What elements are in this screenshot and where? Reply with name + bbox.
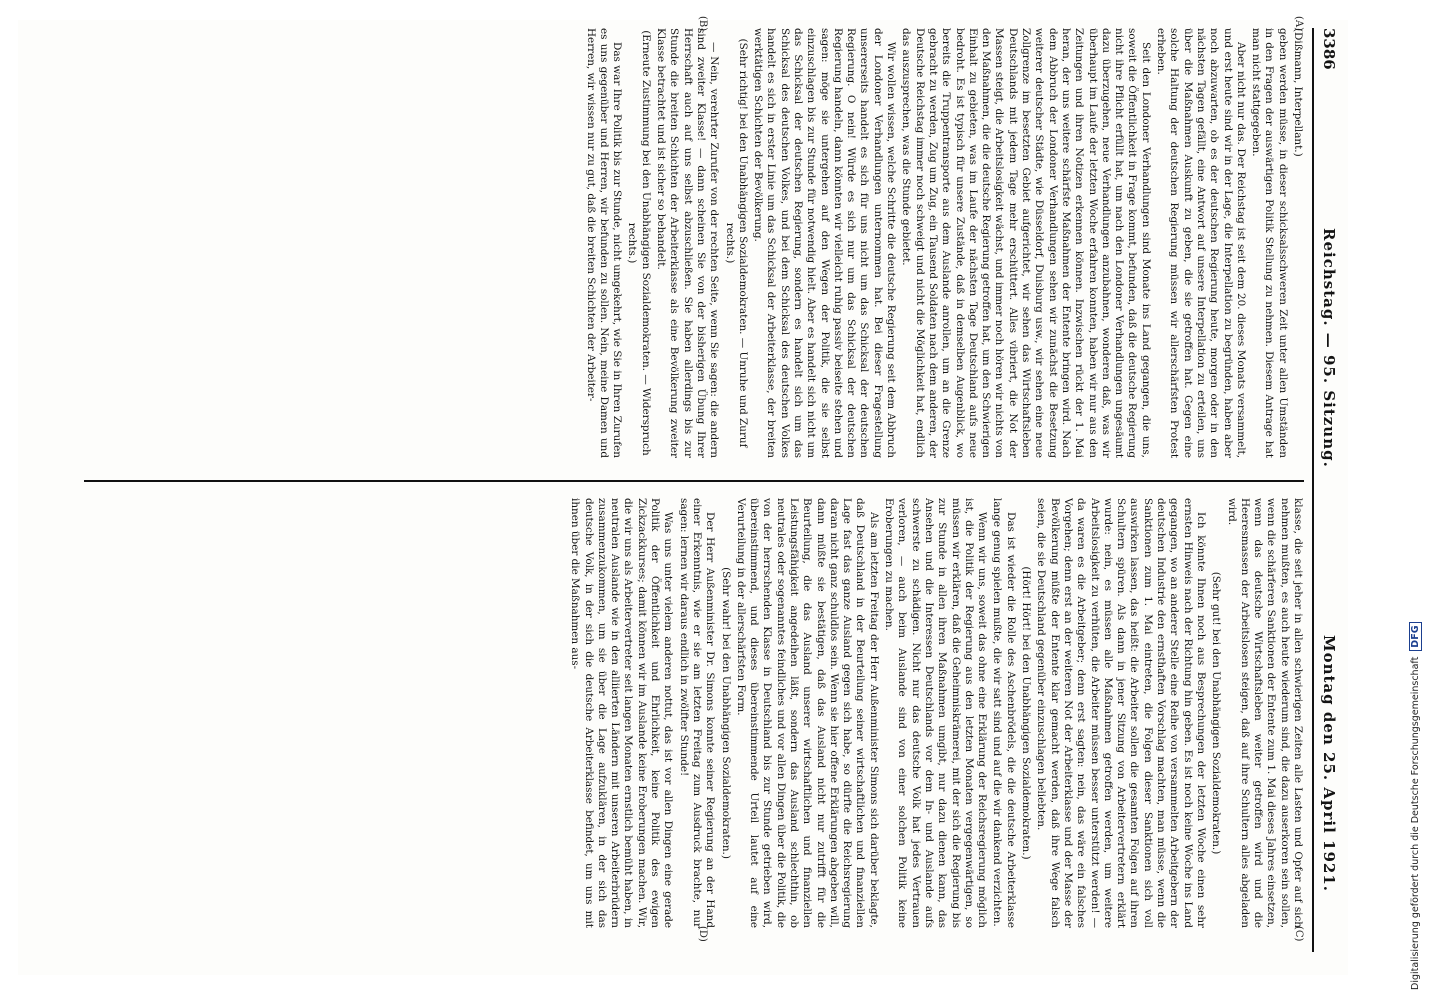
column-divider (84, 480, 1304, 482)
paragraph: Aber nicht nur das. Der Reichstag ist seit dem 20. dieses Monats versammelt, und erst heute sind wir in der Lage, die Interpellation zu begründen, haben aber noch abzuwarten, ob es der deutschen Regierung heute, morgen oder in den nächsten Tagen gefällt, eine Antwort auf unsere Interpellation zu erteilen, uns über die Maßnahmen Auskunft zu geben, die sie getroffen hat. Gegen eine solche Haltung der deutschen Regierung müssen wir allerschärfsten Protest erheben. (1155, 28, 1247, 458)
paragraph: Ich könnte Ihnen noch aus Besprechungen der letzten Woche einen sehr ernsten Hinweis nach der Richtung hin geben. Es ist noch keine Woche ins Land gegangen, wo an anderer Stelle eine Reihe von versammelten Arbeitgebern der deutschen Industrie den ernsthaften Vorschlag machten, man müsse, wenn die Sanktionen zum 1. Mai eintreten, die Folgen dieser Sanktionen sich voll auswirken lassen, das heißt: die Arbeiter sollen die gesamten Folgen auf ihren Schultern spüren. Als dann in jener Sitzung von Arbeitervertretern erklärt wurde: nein, es müssen alle Maßnahmen getroffen werden, um weitere Arbeitslosigkeit zu verhüten, die Arbeiter müssen besser unterstützt werden! — da waren es die Arbeitgeber; denn erst sagten: nein, das wäre ein falsches Vorgehen; denn erst an der weiteren Not der Arbeiterklasse und der Masse der Bevölkerung müßte der Entente klar gemacht werden, daß ihre Wege falsch seien, die sie Deutschland gegenüber einzuschlagen beliebten. (1035, 498, 1207, 928)
paragraph: Was uns unter vielem anderen nottut, das ist vor allen Dingen eine gerade Politik der Öffentlichkeit und Ehrlichkeit, keine Politik des ewigen Zickzackkurses; damit können wir im Auslande keine Eroberungen machen. Wir, die wir uns als Arbeitervertreter seit langen Monaten ernstlich bemüht haben, in neutralen Auslande wie in den alliierten Ländern mit unseren Arbeiterbrüdern zusammenzukommen, um sie über die Lage aufzuklären, in der sich das deutsche Volk, in der sich die deutsche Arbeiterklasse befindet, um uns mit ihnen über die Maßnahmen aus- (569, 498, 675, 928)
paragraph: Das ist wieder die Rolle des Aschenbrödels, die die deutsche Arbeiterklasse lange genug spielen mußte, die wir satt sind und auf die wir dankend verzichten. (991, 498, 1017, 928)
paragraph: Als am letzten Freitag der Herr Außenminister Simons sich darüber beklagte, daß Deutschland in der Beurteilung seiner wirtschaftlichen und finanziellen Lage fast das ganze Ausland gegen sich habe, so dürfte die Reichsregierung daran nicht ganz schuldlos sein. Wenn sie hier offene Erklärungen abgeben will, dann müßte sie bestätigen, daß das Ausland nicht nur zutrifft für die Beurteilung, die das Ausland unserer wirtschaftlichen und finanziellen Leistungsfähigkeit angedeihen läßt, sondern das Ausland schlechthin, ob neutrales oder sogenanntes feindliches und vor allen Dingen über die Politik, die von der herrschenden Klasse in Deutschland bis zur Stunde getrieben wird, übereinstimmend, und dieses übereinstimmende Urteil lautet auf eine Verurteilung in der allerschärfsten Form. (734, 498, 880, 928)
credit-text: Digitalisierung gefördert durch die Deutsche Forschungsgemeinschaft (1410, 656, 1421, 990)
header-rule (1312, 28, 1314, 952)
paragraph: Wir wollen wissen, welche Schritte die deutsche Regierung seit dem Abbruch der Londoner Verhandlungen unternommen hat. Bei dieser Fragestellung unsererseits handelt es sich für uns nicht um das Schicksal der deutschen Regierung. O nein! Würde es sich nur um das Schicksal der deutschen Regierung handeln, dann könnten wir vielleicht ruhig passiv beiseite stehen und sagen: möge sie untergehen auf den Wegen der Politik, die sie selbst einzuschlagen bis zur Stunde für notwendig hielt. Aber es handelt sich nicht um das Schicksal der deutschen Regierung, sondern es handelt sich um das Schicksal des deutschen Volkes, und bei dem Schicksal des deutschen Volkes handelt es sich in erster Linie um das Schicksal der Arbeiterklasse, der breiten werktätigen Schichten der Bevölkerung. (752, 28, 898, 458)
margin-marker-b: (B) (697, 16, 708, 32)
paragraph: Der Herr Außenminister Dr. Simons konnte seiner Regierung an der Hand einer Erkenntnis, wie er sie am letzten Freitag zum Ausdruck brachte, nur sagen: lernen wir daraus endlich in zwölfter Stunde! (677, 498, 717, 928)
margin-marker-a: (A) (1293, 16, 1304, 32)
page-title: Reichstag. — 95. Sitzung. (1320, 228, 1338, 468)
left-column (84, 28, 1304, 458)
margin-marker-c: (C) (1293, 926, 1304, 942)
scanned-page (18, 16, 1348, 975)
paragraph: Das war Ihre Politik bis zur Stunde, nicht umgekehrt, wie Sie in Ihren Zurufen es uns gegenüber und Herren, wir befunden zu sollen. Nein, meine Damen und Herren, wir wissen nur zu gut, daß die breiten Schichten der Arbeiter- (584, 28, 624, 458)
paragraph: Wenn wir uns, soweit das ohne eine Erklärung der Reichsregierung möglich ist, die Politik der Regierung aus den letzten Monaten vergegenwärtigen, so müssen wir erklären, daß die Geheimniskrämerei, mit der sich die Regierung bis zur Stunde in allen ihren Maßnahmen umgibt, nur dazu dienen kann, das Ansehen und die Interessen Deutschlands vor dem In- und Auslande aufs schwerste zu schädigen. Nicht nur das deutsche Volk hat jedes Vertrauen verloren, — auch beim Auslande sind von einer solchen Politik keine Eroberungen zu machen. (883, 498, 989, 928)
digitization-credit (1408, 10, 1426, 990)
speaker-label: (Dißmann, Interpellant.) (1292, 28, 1304, 157)
paragraph: Seit den Londoner Verhandlungen sind Monate ins Land gegangen, die uns, soweit die Öffentlichkeit in Frage kommt, befunden, daß die deutsche Regierung nicht ihre Pflicht erfüllt hat, um nach den Londoner Verhandlungen ungesäumt dazu überzugehen, neue Verhandlungen anzubahnen, wonderen daß, was wir überhaupt im Laufe der letzten Woche erfahren konnten, haben wir nur aus den Zeitungen und ihren Notizen erkennen können. Inzwischen rückt der 1. Mai heran, der uns weitere schärfste Maßnahmen der Entente bringen wird. Nach dem Abbruch der Londoner Verhandlungen sehen wir zunächst die Besetzung weiterer deutscher Städte, wie Düsseldorf, Duisburg usw., wir sehen eine neue Zollgrenze im besetzten Gebiet aufgerichtet, wir sehen das Wirtschaftsleben Deutschlands mit jedem Tage mehr erschüttert. Alles vibriert, die Not der Massen steigt, die Arbeitslosigkeit wächst, und immer noch hören wir nichts von den Maßnahmen, die die deutsche Regierung getroffen hat, um den Schwierigen Einhalt zu gebieten, was im Laufe der nächsten Tage Deutschland aufs neue bedroht. Es ist typisch für unsere Zustände, daß in demselben Augenblick, wo bereits die Truppentransporte aus dem Auslande anrollen, um an die Grenze gebracht zu werden, Zug um Zug, ein Tausend Soldaten nach dem anderen, der Deutsche Reichstag immer noch schweigt und nicht die Möglichkeit hat, endlich das auszusprechen, was die Stunde gebietet. (900, 28, 1152, 458)
text-columns (84, 28, 1304, 952)
paragraph: — Nein, verehrter Zurufer von der rechten Seite, wenn Sie sagen: die andern sind zweiter Klasse! — dann scheinen Sie von der bisherigen Übung Ihrer Herrschaft auch auf uns selbst abzuschließen. Sie haben allerdings bis zur Stunde die breiten Schichten der Arbeiterklasse als eine Bevölkerung zweiter Klasse betrachtet und ist sicher so behandelt. (655, 28, 721, 458)
dfg-logo: DFG (1409, 623, 1422, 651)
interjection: (Sehr richtig! bei den Unabhängigen Sozialdemokraten. — Unruhe und Zuruf rechts.) (723, 38, 749, 448)
paragraph: geben werden müsse, in dieser schicksalsschweren Zeit unter allen Umständen in den Fragen der auswärtigen Politik Stellung zu nehmen. Diesem Antrage hat man nicht stattgegeben. (1250, 28, 1289, 458)
running-head (1312, 28, 1342, 952)
margin-marker-d: (D) (697, 926, 708, 942)
right-column (84, 498, 1304, 928)
interjection: (Hört! Hört! bei den Unabhängigen Sozialdemokraten.) (1020, 566, 1033, 860)
interjection: (Erneute Zustimmung bei den Unabhängigen Sozialdemokraten. — Widerspruch rechts.) (626, 30, 652, 456)
page-date: Montag den 25. April 1921. (1320, 635, 1338, 892)
interjection: (Sehr wahr! bei den Unabhängigen Sozialdemokraten.) (719, 567, 732, 859)
credit-text-line (1410, 623, 1421, 991)
rotated-page (48, 16, 1348, 960)
paragraph: klasse, die seit jeher in allen schwierigen Zeiten alle Lasten und Opfer auf sich nehmen mußten, es auch heute wiederum sind, die dazu auserkoren sein sollen, wenn die schärferen Sanktionen der Entente zum 1. Mai dieses Jahres einsetzen, wenn das deutsche Wirtschaftsleben weiter getroffen wird und die Heeresmassen der Arbeitslosen steigen, daß auf ihre Schultern alles abgeladen wird. (1225, 498, 1304, 928)
page-number: 3386 (1320, 28, 1338, 70)
interjection: (Sehr gut! bei den Unabhängigen Sozialdemokraten.) (1210, 571, 1223, 855)
